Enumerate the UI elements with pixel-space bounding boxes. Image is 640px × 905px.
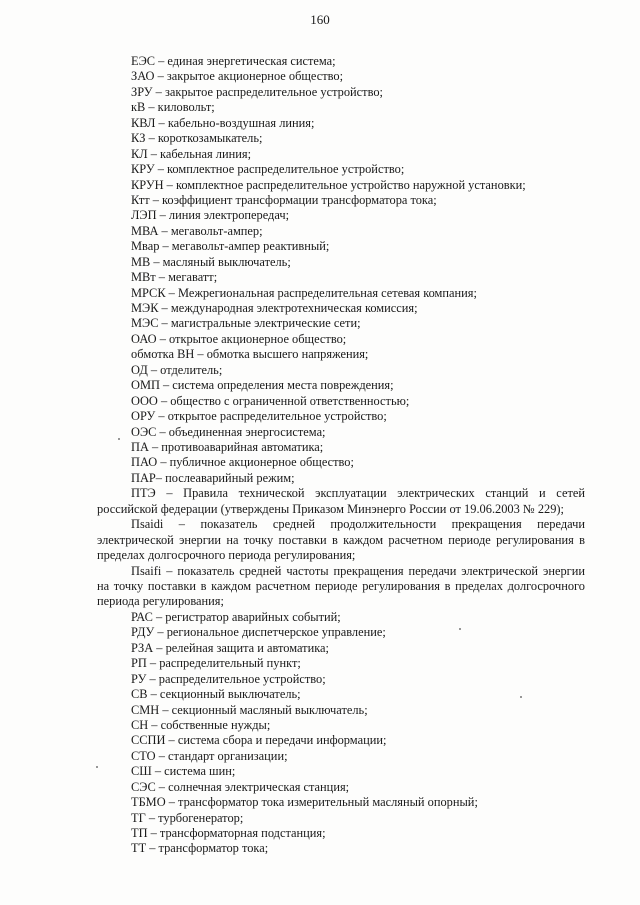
abbreviation-entry: ОД – отделитель; bbox=[131, 362, 223, 377]
abbreviation-entry: СВ – секционный выключатель; bbox=[131, 687, 301, 702]
abbreviation-entry: РАС – регистратор аварийных событий; bbox=[131, 609, 341, 624]
abbreviation-entry: МРСК – Межрегиональная распределительная сетевая компания; bbox=[131, 285, 477, 300]
abbreviation-entry: СН – собственные нужды; bbox=[131, 717, 271, 732]
abbreviation-entry: МЭС – магистральные электрические сети; bbox=[131, 316, 361, 331]
abbreviation-entry: МВт – мегаватт; bbox=[131, 270, 218, 285]
abbreviation-entry: ОЭС – объединенная энергосистема; bbox=[131, 424, 326, 439]
abbreviation-entry: СЭС – солнечная электрическая станция; bbox=[131, 779, 350, 794]
abbreviation-entry: ТП – трансформаторная подстанция; bbox=[131, 826, 326, 840]
abbreviation-entry: МЭК – международная электротехническая комиссия; bbox=[131, 301, 418, 315]
abbreviation-entry: РП – распределительный пункт; bbox=[131, 656, 301, 671]
abbreviation-entry: КЗ – короткозамыкатель; bbox=[131, 131, 263, 146]
abbreviation-entry: ЕЭС – единая энергетическая система; bbox=[131, 54, 336, 68]
abbreviation-entry: КВЛ – кабельно-воздушная линия; bbox=[131, 115, 315, 130]
abbreviation-entry: СМН – секционный масляный выключатель; bbox=[131, 702, 368, 717]
abbreviation-entry: Ктт – коэффициент трансформации трансформатора тока; bbox=[131, 192, 437, 207]
abbreviation-entry: ТБМО – трансформатор тока измерительный масляный опорный; bbox=[131, 795, 478, 810]
abbreviation-entry: ПА – противоаварийная автоматика; bbox=[131, 439, 324, 454]
page-number: 160 bbox=[310, 12, 330, 27]
abbreviation-entry: КРУ – комплектное распределительное устройство; bbox=[131, 162, 405, 177]
scan-speck bbox=[459, 628, 461, 630]
abbreviation-entry: ТТ – трансформатор тока; bbox=[131, 841, 269, 856]
abbreviation-entry: ЗРУ – закрытое распределительное устройство; bbox=[131, 84, 383, 99]
abbreviation-list bbox=[97, 54, 585, 857]
abbreviation-entry: СШ – система шин; bbox=[131, 764, 236, 779]
abbreviation-entry: обмотка ВН – обмотка высшего напряжения; bbox=[131, 347, 369, 362]
abbreviation-entry: ОРУ – открытое распределительное устройство; bbox=[131, 409, 387, 424]
abbreviation-entry: КРУН – комплектное распределительное устройство наружной установки; bbox=[131, 177, 526, 192]
scan-speck bbox=[96, 766, 98, 768]
abbreviation-entry: ТГ – турбогенератор; bbox=[131, 810, 244, 825]
abbreviation-entry: РУ – распределительное устройство; bbox=[131, 671, 326, 686]
abbreviation-entry: ООО – общество с ограниченной ответственностью; bbox=[131, 393, 410, 408]
abbreviation-entry: ОМП – система определения места повреждения; bbox=[131, 378, 394, 393]
abbreviation-entry: ПАО – публичное акционерное общество; bbox=[131, 455, 354, 470]
definition-paragraph: Пsaidi – показатель средней продолжительности прекращения передачи электрической энергии на точку поставки в каждом расчетном периоде регулирования в пределах долгосрочного периода регулирования; bbox=[97, 517, 585, 563]
abbreviation-entry: ЛЭП – линия электропередач; bbox=[131, 208, 290, 223]
definition-paragraph: ПТЭ – Правила технической эксплуатации электрических станций и сетей российской федерации (утверждены Приказом Минэнерго России от 19.06.2003 № 229); bbox=[97, 486, 585, 516]
abbreviation-entry: МВА – мегавольт-ампер; bbox=[131, 223, 263, 238]
abbreviation-entry: ПАР– послеаварийный режим; bbox=[131, 470, 295, 485]
abbreviation-entry: ЗАО – закрытое акционерное общество; bbox=[131, 69, 344, 84]
abbreviation-entry: КЛ – кабельная линия; bbox=[131, 146, 252, 161]
abbreviation-entry: Мвар – мегавольт-ампер реактивный; bbox=[131, 239, 330, 254]
abbreviation-entry: СТО – стандарт организации; bbox=[131, 748, 288, 763]
scan-speck bbox=[520, 696, 522, 698]
scan-speck bbox=[118, 438, 120, 440]
abbreviation-entry: кВ – киловольт; bbox=[131, 100, 215, 115]
abbreviation-entry: ССПИ – система сбора и передачи информации; bbox=[131, 733, 387, 748]
abbreviation-entry: РДУ – региональное диспетчерское управление; bbox=[131, 625, 386, 640]
abbreviation-entry: РЗА – релейная защита и автоматика; bbox=[131, 640, 329, 655]
definition-paragraph: Пsaifi – показатель средней частоты прекращения передачи электрической энергии на точку поставки в каждом расчетном периоде регулирования в пределах долгосрочного периода регулирования; bbox=[97, 563, 585, 609]
abbreviation-entry: ОАО – открытое акционерное общество; bbox=[131, 331, 347, 346]
abbreviation-entry: МВ – масляный выключатель; bbox=[131, 254, 291, 269]
